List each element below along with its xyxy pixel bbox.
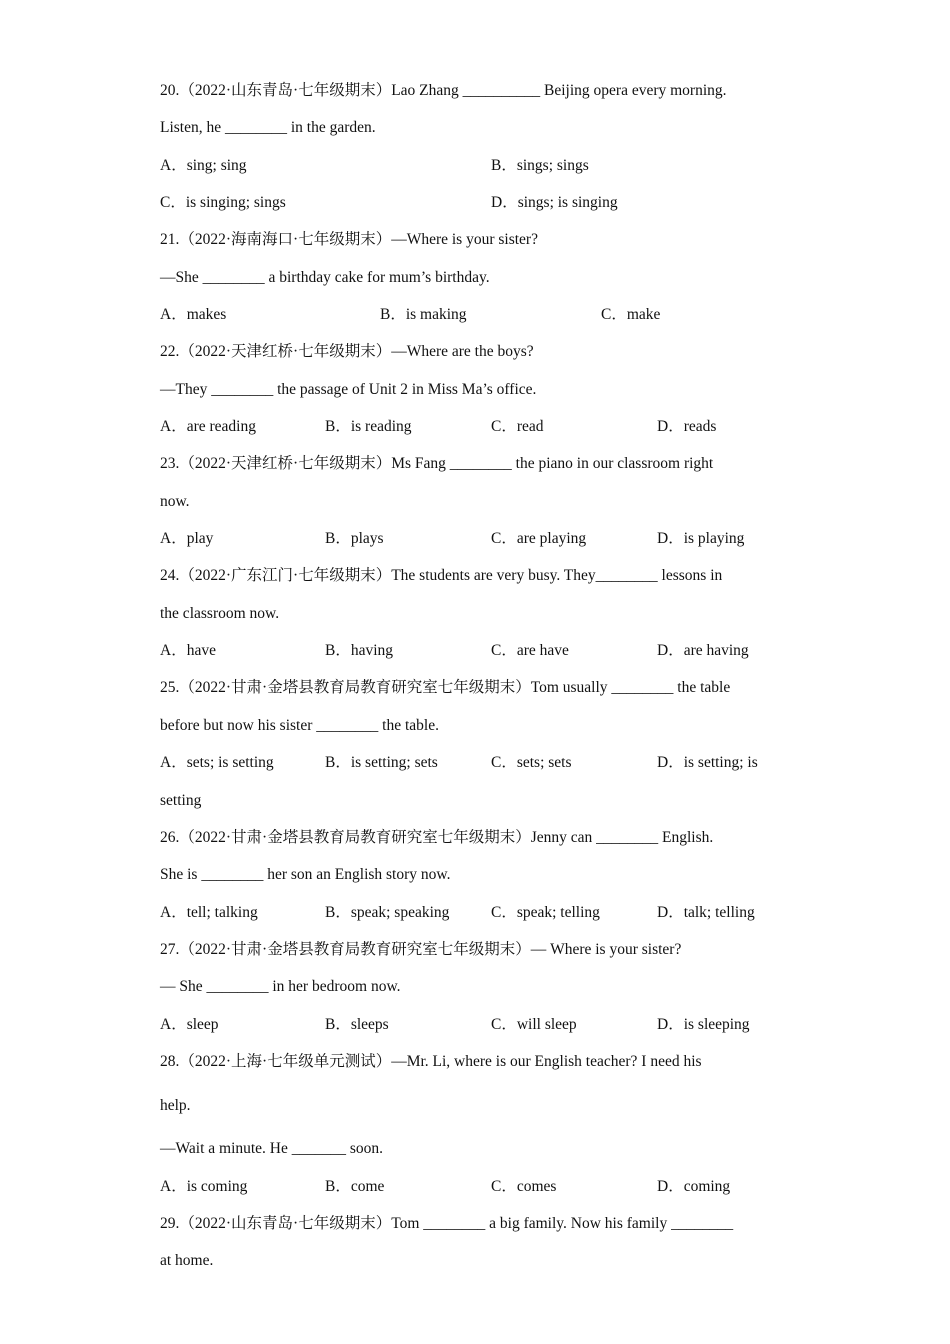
question-stem-continued: help. [160, 1097, 191, 1114]
question-stem: 24.（2022·广东江门·七年级期末）The students are very busy. They________ lessons in [160, 567, 723, 584]
option-d: D．is playing [657, 530, 745, 547]
option-d: D．are having [657, 642, 749, 659]
option-a: A．play [160, 530, 214, 547]
question-stem-continued: the classroom now. [160, 605, 280, 622]
question-stem-continued: — She ________ in her bedroom now. [160, 978, 401, 995]
question-stem: 28.（2022·上海·七年级单元测试）—Mr. Li, where is our English teacher? I need his [160, 1053, 702, 1070]
option-d: D．is sleeping [657, 1016, 750, 1033]
option-a: A．makes [160, 306, 227, 323]
option-a: A．sleep [160, 1016, 219, 1033]
option-d: D．is setting; is [657, 754, 758, 771]
option-c: C．speak; telling [491, 904, 600, 921]
option-b: B．sings; sings [491, 157, 589, 174]
option-b: B．having [325, 642, 394, 659]
option-c: C．read [491, 418, 544, 435]
option-a: A．tell; talking [160, 904, 258, 921]
question-stem-continued: —Wait a minute. He _______ soon. [160, 1140, 384, 1157]
question-stem: 27.（2022·甘肃·金塔县教育局教育研究室七年级期末）— Where is your sister? [160, 941, 682, 958]
option-d: D．coming [657, 1178, 731, 1195]
option-c: C．sets; sets [491, 754, 572, 771]
question-stem-continued: before but now his sister ________ the table. [160, 717, 439, 734]
question-stem-continued: now. [160, 493, 190, 510]
question-stem: 29.（2022·山东青岛·七年级期末）Tom ________ a big family. Now his family ________ [160, 1215, 734, 1232]
question-stem: 23.（2022·天津红桥·七年级期末）Ms Fang ________ the piano in our classroom right [160, 455, 714, 472]
question-stem: 21.（2022·海南海口·七年级期末）—Where is your sister? [160, 231, 538, 248]
option-a: A．have [160, 642, 216, 659]
option-b: B．is setting; sets [325, 754, 438, 771]
question-stem: 25.（2022·甘肃·金塔县教育局教育研究室七年级期末）Tom usually ________ the table [160, 679, 731, 696]
option-b: B．speak; speaking [325, 904, 450, 921]
option-a: A．is coming [160, 1178, 248, 1195]
option-c: C．comes [491, 1178, 557, 1195]
option-b: B．plays [325, 530, 384, 547]
option-c: C．make [601, 306, 661, 323]
option-d: D．reads [657, 418, 717, 435]
question-stem: 26.（2022·甘肃·金塔县教育局教育研究室七年级期末）Jenny can ________ English. [160, 829, 714, 846]
option-b: B．is reading [325, 418, 412, 435]
question-stem-continued: Listen, he ________ in the garden. [160, 119, 376, 136]
option-a: A．sets; is setting [160, 754, 274, 771]
option-a: A．sing; sing [160, 157, 247, 174]
option-b: B．come [325, 1178, 385, 1195]
option-b: B．sleeps [325, 1016, 389, 1033]
question-stem: 20.（2022·山东青岛·七年级期末）Lao Zhang __________ Beijing opera every morning. [160, 82, 727, 99]
question-stem-continued: —They ________ the passage of Unit 2 in Miss Ma’s office. [160, 381, 537, 398]
option-c: C．will sleep [491, 1016, 577, 1033]
option-d: D．talk; telling [657, 904, 755, 921]
option-c: C．are playing [491, 530, 587, 547]
option-d: D．sings; is singing [491, 194, 618, 211]
question-stem: 22.（2022·天津红桥·七年级期末）—Where are the boys? [160, 343, 534, 360]
question-stem-continued: —She ________ a birthday cake for mum’s birthday. [160, 269, 490, 286]
option-a: A．are reading [160, 418, 256, 435]
option-c: C．is singing; sings [160, 194, 286, 211]
option-c: C．are have [491, 642, 569, 659]
question-stem-continued: at home. [160, 1252, 214, 1269]
option-d-continued: setting [160, 792, 202, 809]
question-stem-continued: She is ________ her son an English story now. [160, 866, 451, 883]
option-b: B．is making [380, 306, 467, 323]
